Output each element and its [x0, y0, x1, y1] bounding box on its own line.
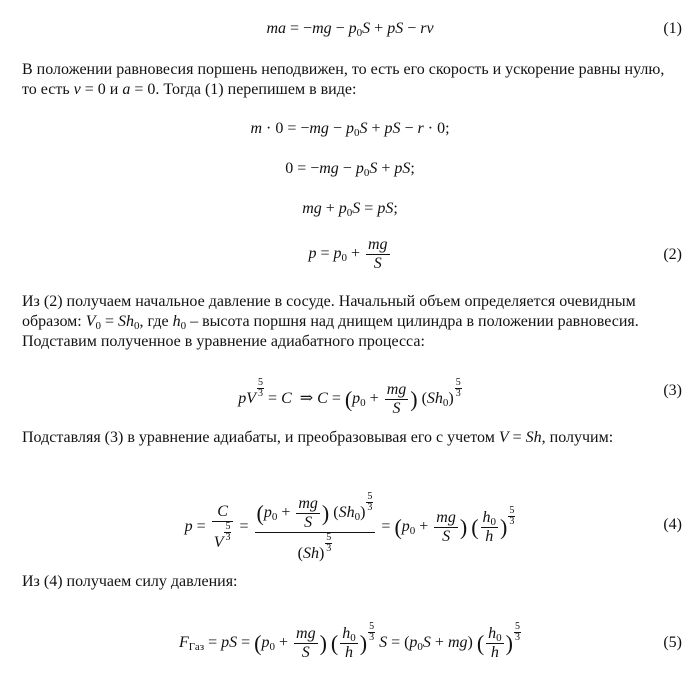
equation-4: p = C V $\frac{5}{3}$ = ($p_0$ + $\frac{mg}{S}$ ) $(Sh_0)$ $\frac{5}{3}$ (Sh) $\frac{5}{3}$ = ($p_0$ + $\frac{mg}{S}$ ) ( $\frac{h_0}{h}$ ) $\frac{5}{3}$ [184, 491, 515, 562]
equation-a: $m \cdot 0 = -mg - p_0S$ + pS − r · 0; [250, 120, 450, 139]
equation-2-number: (2) [663, 246, 682, 263]
equation-3-number: (3) [663, 382, 682, 399]
equation-c: mg + $p_0S$ = pS; [302, 200, 398, 219]
equation-5: $F_{Газ}$ = pS = ($p_0$ + $\frac{mg}{S}$ ) ( $\frac{h_0}{h}$ ) $\frac{5}{3}$ $S = (p_0S + mg)$ ( $\frac{h_0}{h}$ ) $\frac{5}{3}$ [178, 621, 520, 661]
force-subscript: Газ [188, 641, 205, 653]
equation-1: ma = $-mg - p_0S$ + pS − rv [266, 20, 434, 39]
paragraph-3: Подставляя (3) в уравнение адиабаты, и преобразовывая его с учетом V = Sh, получим: [22, 429, 614, 446]
equation-1-number: (1) [663, 20, 682, 37]
paragraph-4: Из (4) получаем силу давления: [22, 573, 238, 590]
equation-2: $p = p_0$ + $\frac{mg}{S}$ [308, 236, 388, 272]
paragraph-1: В положении равновесия поршень неподвижен, то есть его скорость и ускорение равны нулю, то есть v = 0 и a = 0. Тогда (1) перепишем в виде: [22, 61, 665, 98]
equation-5-number: (5) [663, 634, 682, 651]
equation-4-number: (4) [663, 516, 682, 533]
equation-3: pV $\frac{5}{3}$ = C ⇒ $C = (p_0$ + $\frac{mg}{S}$ ) $(Sh_0)$ $\frac{5}{3}$ [238, 377, 461, 417]
equation-b: $0 = -mg - p_0S$ + pS; [285, 160, 415, 179]
paragraph-2: Из (2) получаем начальное давление в сосуде. Начальный объем определяется очевидным образом: $V_0 = Sh_0$, где $h_0$ – высота поршня над днищем цилиндра в положении равновесия. Подставим полученное в уравнение адиабатного процесса: [22, 293, 639, 350]
